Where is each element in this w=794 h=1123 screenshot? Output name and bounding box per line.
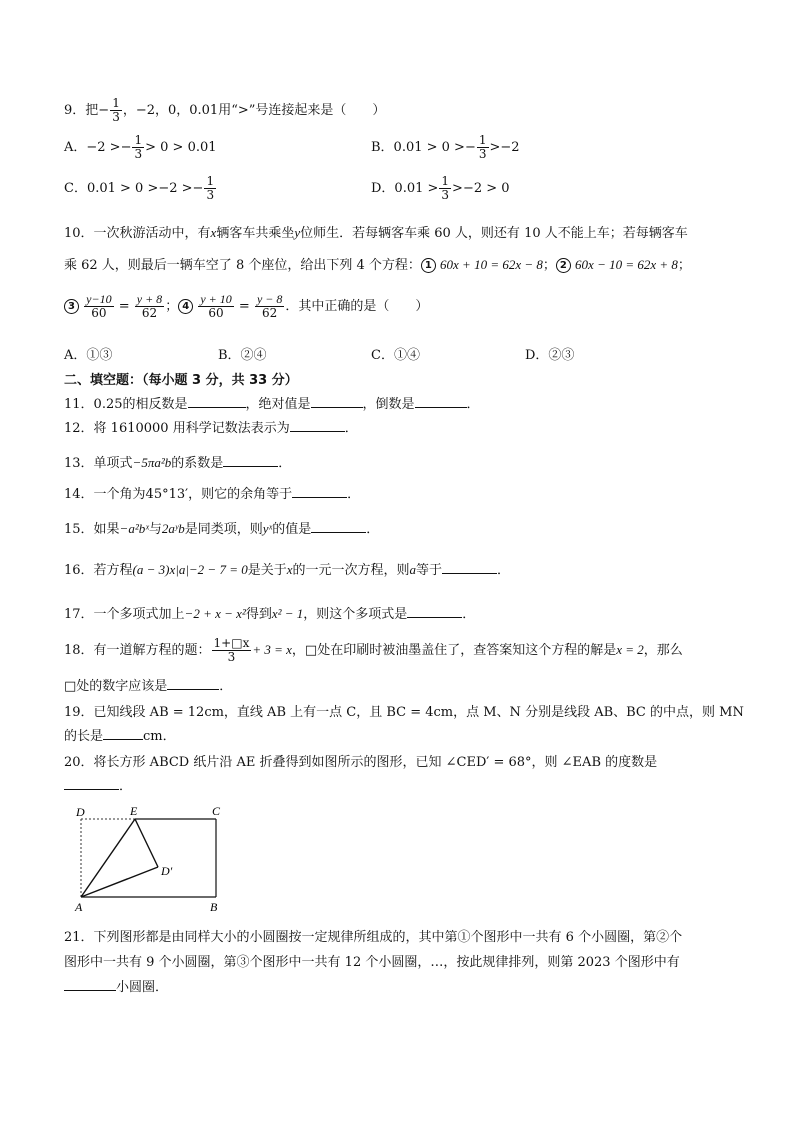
- q10-option-d: D．②③: [525, 348, 575, 363]
- q9-option-d: D．0.01 > $\frac{1}{3}$ >−2 > 0: [371, 174, 510, 203]
- q9-option-c: C．0.01 > 0 >−2 >− $\frac{1}{3}$: [64, 174, 215, 203]
- edge-ED-prime: [135, 819, 158, 867]
- q10-option-a: A．①③: [64, 348, 113, 363]
- question-18-line-1: 18．有一道解方程的题： $\frac{1+□x}{3}$ + 3 = x，□处在印刷时被油墨盖住了，查答案知这个方程的解是x = 2，那么: [64, 636, 683, 665]
- label-D: D: [76, 805, 85, 819]
- question-21-line-3: 小圆圈．: [64, 980, 168, 996]
- question-19-line-2: 的长是 cm．: [64, 729, 176, 744]
- question-21-line-1: 21．下列图形都是由同样大小的小圆圈按一定规律所组成的，其中第①个图形中一共有 6 个小圆圈，第②个: [64, 930, 683, 945]
- question-13: 13．单项式−5πa²b的系数是 ．: [64, 455, 292, 471]
- q10-option-c: C．①④: [371, 348, 420, 363]
- question-15: 15．如果−a²bˣ与2aʸb是同类项，则yˣ的值是 ．: [64, 521, 380, 537]
- question-16: 16．若方程(a − 3)x|a|−2 − 7 = 0是关于x的一元一次方程，则a等于 ．: [64, 562, 511, 578]
- question-9-stem: 9．把− $\frac{1}{3}$ ，−2，0，0.01用“>”号连接起来是（ ）: [64, 96, 386, 125]
- q9-option-a: A．−2 >− $\frac{1}{3}$ > 0 > 0.01: [64, 133, 217, 162]
- q9-option-b: B．0.01 > 0 >− $\frac{1}{3}$ >−2: [371, 133, 520, 162]
- question-12: 12．将 1610000 用科学记数法表示为 ．: [64, 421, 358, 436]
- edge-AE: [81, 819, 135, 897]
- question-10-line-1: 10．一次秋游活动中，有x辆客车共乘坐y位师生．若每辆客车乘 60 人，则还有 10 人不能上车；若每辆客车: [64, 225, 688, 241]
- question-19-line-1: 19．已知线段 AB = 12cm，直线 AB 上有一点 C，且 BC = 4cm，点 M、N 分别是线段 AB、BC 的中点，则 MN: [64, 705, 744, 720]
- label-D-prime: D′: [161, 864, 173, 878]
- edge-AD-prime: [81, 867, 158, 897]
- question-20-line-1: 20．将长方形 ABCD 纸片沿 AE 折叠得到如图所示的图形，已知 ∠CED′ = 68°，则 ∠EAB 的度数是: [64, 755, 658, 770]
- question-17: 17．一个多项式加上−2 + x − x²得到x² − 1，则这个多项式是 ．: [64, 606, 476, 622]
- question-11: 11．0.25的相反数是 ，绝对值是 ，倒数是 ．: [64, 397, 480, 412]
- question-20-line-2: ．: [64, 779, 132, 795]
- label-E: E: [130, 804, 138, 818]
- label-A: A: [75, 900, 83, 914]
- question-18-line-2: □处的数字应该是 ．: [64, 679, 233, 694]
- q10-option-b: B．②④: [218, 348, 267, 363]
- question-21-line-2: 图形中一共有 9 个小圆圈，第③个图形中一共有 12 个小圆圈，…，按此规律排列，则第 2023 个图形中有: [64, 955, 680, 970]
- question-10-line-3: 3 $\frac{y-10}{60}$ = $\frac{y + 8}{62}$ ； 4 $\frac{y + 10}{60}$ = $\frac{y - 8}{62}$ ．其中正确的是（ ）: [64, 293, 428, 320]
- label-B: B: [210, 900, 218, 914]
- label-C: C: [212, 804, 221, 818]
- question-14: 14．一个角为45°13′，则它的余角等于 ．: [64, 487, 361, 502]
- section-2-heading: 二、填空题：（每小题 3 分，共 33 分）: [64, 373, 298, 388]
- question-10-line-2: 乘 62 人，则最后一辆车空了 8 个座位，给出下列 4 个方程： 1 60x + 10 = 62x − 8； 2 60x − 10 = 62x + 8；: [64, 257, 691, 273]
